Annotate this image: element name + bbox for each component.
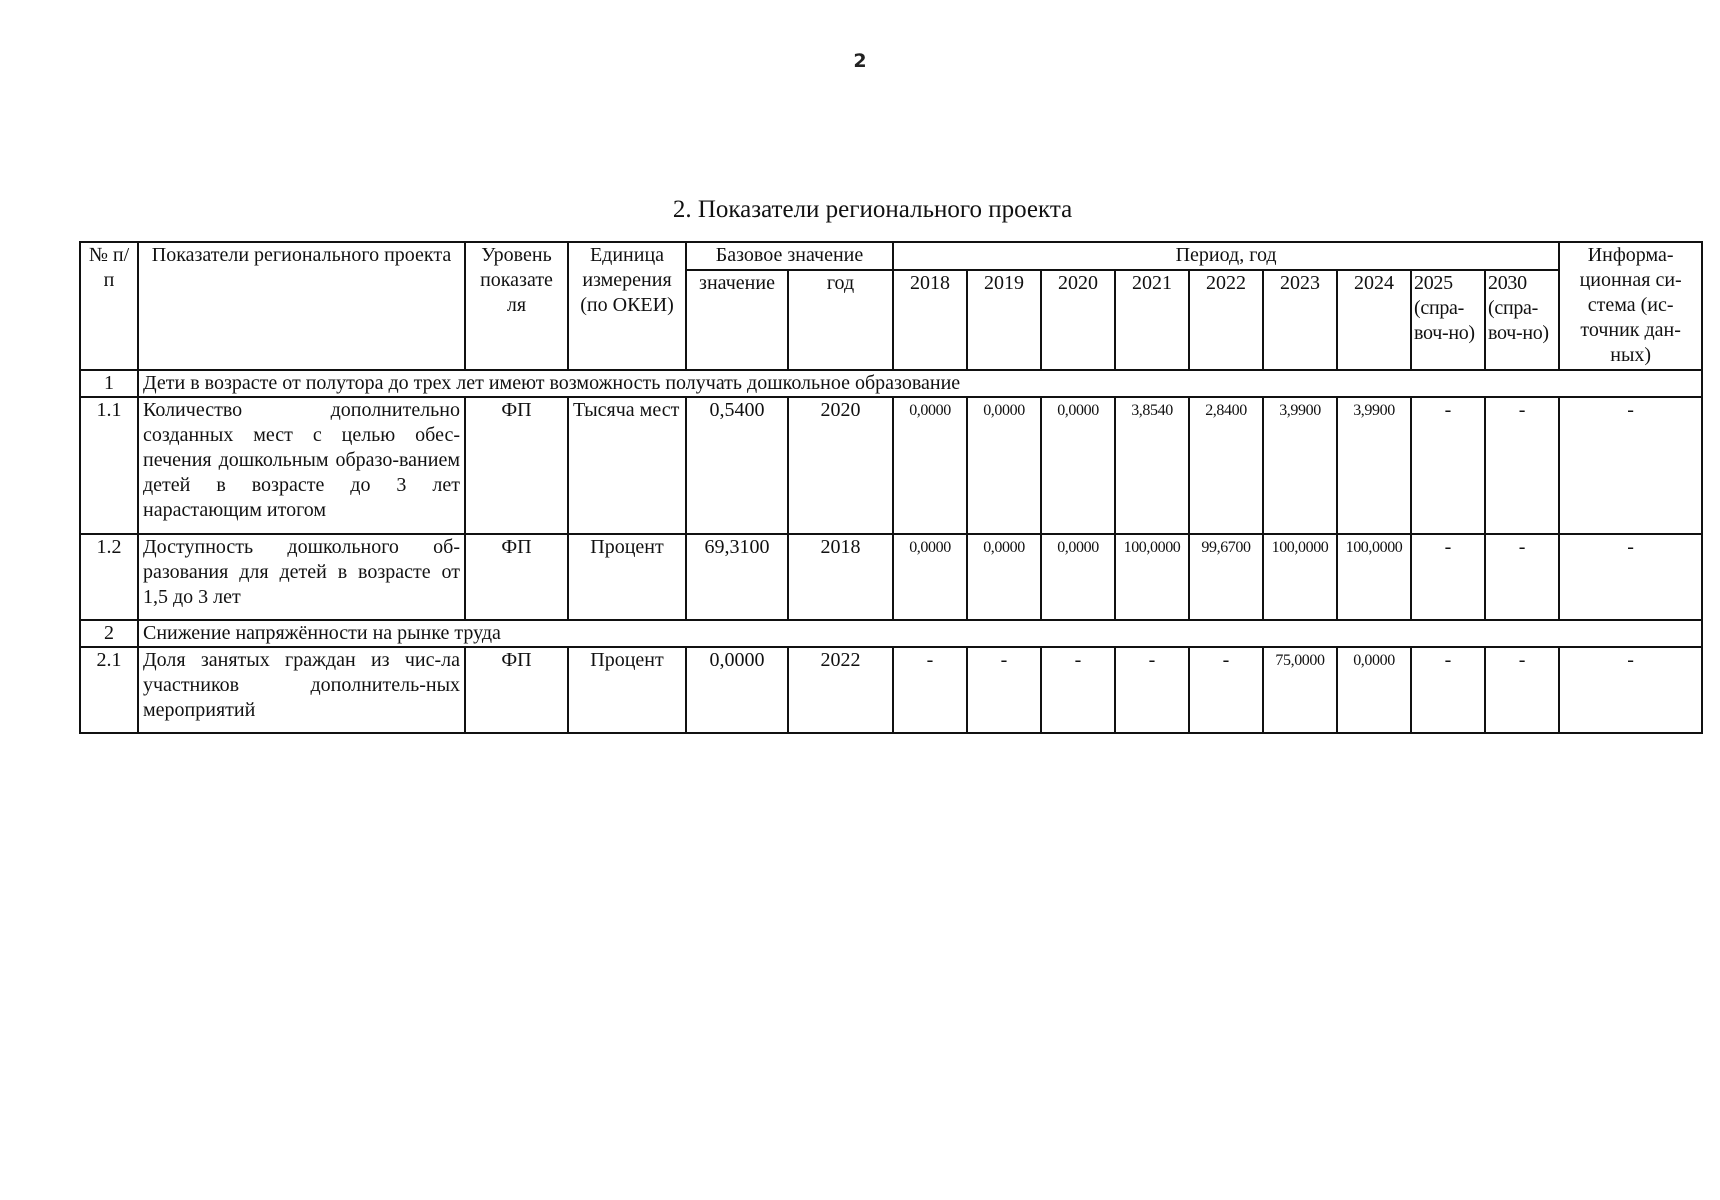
row-value-2030: - [1485, 397, 1559, 534]
row-value-2018: 0,0000 [893, 534, 967, 620]
row-unit: Процент [568, 647, 686, 733]
row-number: 1.1 [80, 397, 138, 534]
row-unit: Тысяча мест [568, 397, 686, 534]
header-year-2022: 2022 [1189, 270, 1263, 370]
row-value-2020: 0,0000 [1041, 534, 1115, 620]
header-row-top [80, 242, 1702, 270]
row-value-2024: 100,0000 [1337, 534, 1411, 620]
header-info-system: Информа-ционная си-стема (ис-точник дан-ных) [1559, 242, 1702, 370]
row-info-system: - [1559, 397, 1702, 534]
row-value-2025: - [1411, 397, 1485, 534]
row-level: ФП [465, 534, 568, 620]
row-value-2023: 3,9900 [1263, 397, 1337, 534]
row-indicator: Количество дополнительно созданных мест с целью обес-печения дошкольным образо-ванием детей в возрасте до 3 лет нарастающим итогом [138, 397, 465, 534]
header-year-2019: 2019 [967, 270, 1041, 370]
header-year-2020: 2020 [1041, 270, 1115, 370]
header-base-value: Базовое значение [686, 242, 893, 270]
row-base-value: 69,3100 [686, 534, 788, 620]
row-value-2020: 0,0000 [1041, 397, 1115, 534]
row-value-2021: - [1115, 647, 1189, 733]
row-number: 2.1 [80, 647, 138, 733]
section-number: 1 [80, 370, 138, 397]
table-row [80, 647, 1702, 733]
page-number: 2 [853, 50, 867, 72]
row-value-2025: - [1411, 647, 1485, 733]
indicators-table [79, 241, 1703, 734]
header-base-value-year: год [788, 270, 893, 370]
header-year-2023: 2023 [1263, 270, 1337, 370]
table-row [80, 534, 1702, 620]
header-base-value-value: значение [686, 270, 788, 370]
row-base-value: 0,5400 [686, 397, 788, 534]
header-unit: Единица измерения (по ОКЕИ) [568, 242, 686, 370]
header-level: Уровень показате ля [465, 242, 568, 370]
section-title-cell: Снижение напряжённости на рынке труда [138, 620, 1702, 647]
row-level: ФП [465, 647, 568, 733]
header-no: № п/п [80, 242, 138, 370]
row-value-2020: - [1041, 647, 1115, 733]
row-value-2021: 100,0000 [1115, 534, 1189, 620]
header-year-2021: 2021 [1115, 270, 1189, 370]
row-value-2019: - [967, 647, 1041, 733]
header-indicator: Показатели регионального проекта [138, 242, 465, 370]
row-info-system: - [1559, 534, 1702, 620]
row-value-2019: 0,0000 [967, 397, 1041, 534]
header-year-2025: 2025 (спра-воч-но) [1411, 270, 1485, 370]
row-value-2022: 99,6700 [1189, 534, 1263, 620]
header-year-2018: 2018 [893, 270, 967, 370]
row-value-2021: 3,8540 [1115, 397, 1189, 534]
header-period: Период, год [893, 242, 1559, 270]
row-value-2018: - [893, 647, 967, 733]
row-value-2023: 100,0000 [1263, 534, 1337, 620]
row-value-2019: 0,0000 [967, 534, 1041, 620]
row-value-2022: 2,8400 [1189, 397, 1263, 534]
section-number: 2 [80, 620, 138, 647]
row-value-2025: - [1411, 534, 1485, 620]
header-year-2030: 2030 (спра-воч-но) [1485, 270, 1559, 370]
row-value-2018: 0,0000 [893, 397, 967, 534]
row-indicator: Доступность дошкольного об-разования для детей в возрасте от 1,5 до 3 лет [138, 534, 465, 620]
row-value-2030: - [1485, 647, 1559, 733]
row-base-value: 0,0000 [686, 647, 788, 733]
row-value-2022: - [1189, 647, 1263, 733]
row-unit: Процент [568, 534, 686, 620]
section-row [80, 370, 1702, 397]
row-info-system: - [1559, 647, 1702, 733]
row-indicator: Доля занятых граждан из чис-ла участников дополнитель-ных мероприятий [138, 647, 465, 733]
section-row [80, 620, 1702, 647]
row-number: 1.2 [80, 534, 138, 620]
row-value-2023: 75,0000 [1263, 647, 1337, 733]
row-value-2030: - [1485, 534, 1559, 620]
row-value-2024: 0,0000 [1337, 647, 1411, 733]
row-base-year: 2022 [788, 647, 893, 733]
table-row [80, 397, 1702, 534]
row-level: ФП [465, 397, 568, 534]
section-title-cell: Дети в возрасте от полутора до трех лет имеют возможность получать дошкольное образование [138, 370, 1702, 397]
row-base-year: 2020 [788, 397, 893, 534]
section-title: 2. Показатели регионального проекта [672, 196, 1073, 223]
row-base-year: 2018 [788, 534, 893, 620]
header-year-2024: 2024 [1337, 270, 1411, 370]
row-value-2024: 3,9900 [1337, 397, 1411, 534]
